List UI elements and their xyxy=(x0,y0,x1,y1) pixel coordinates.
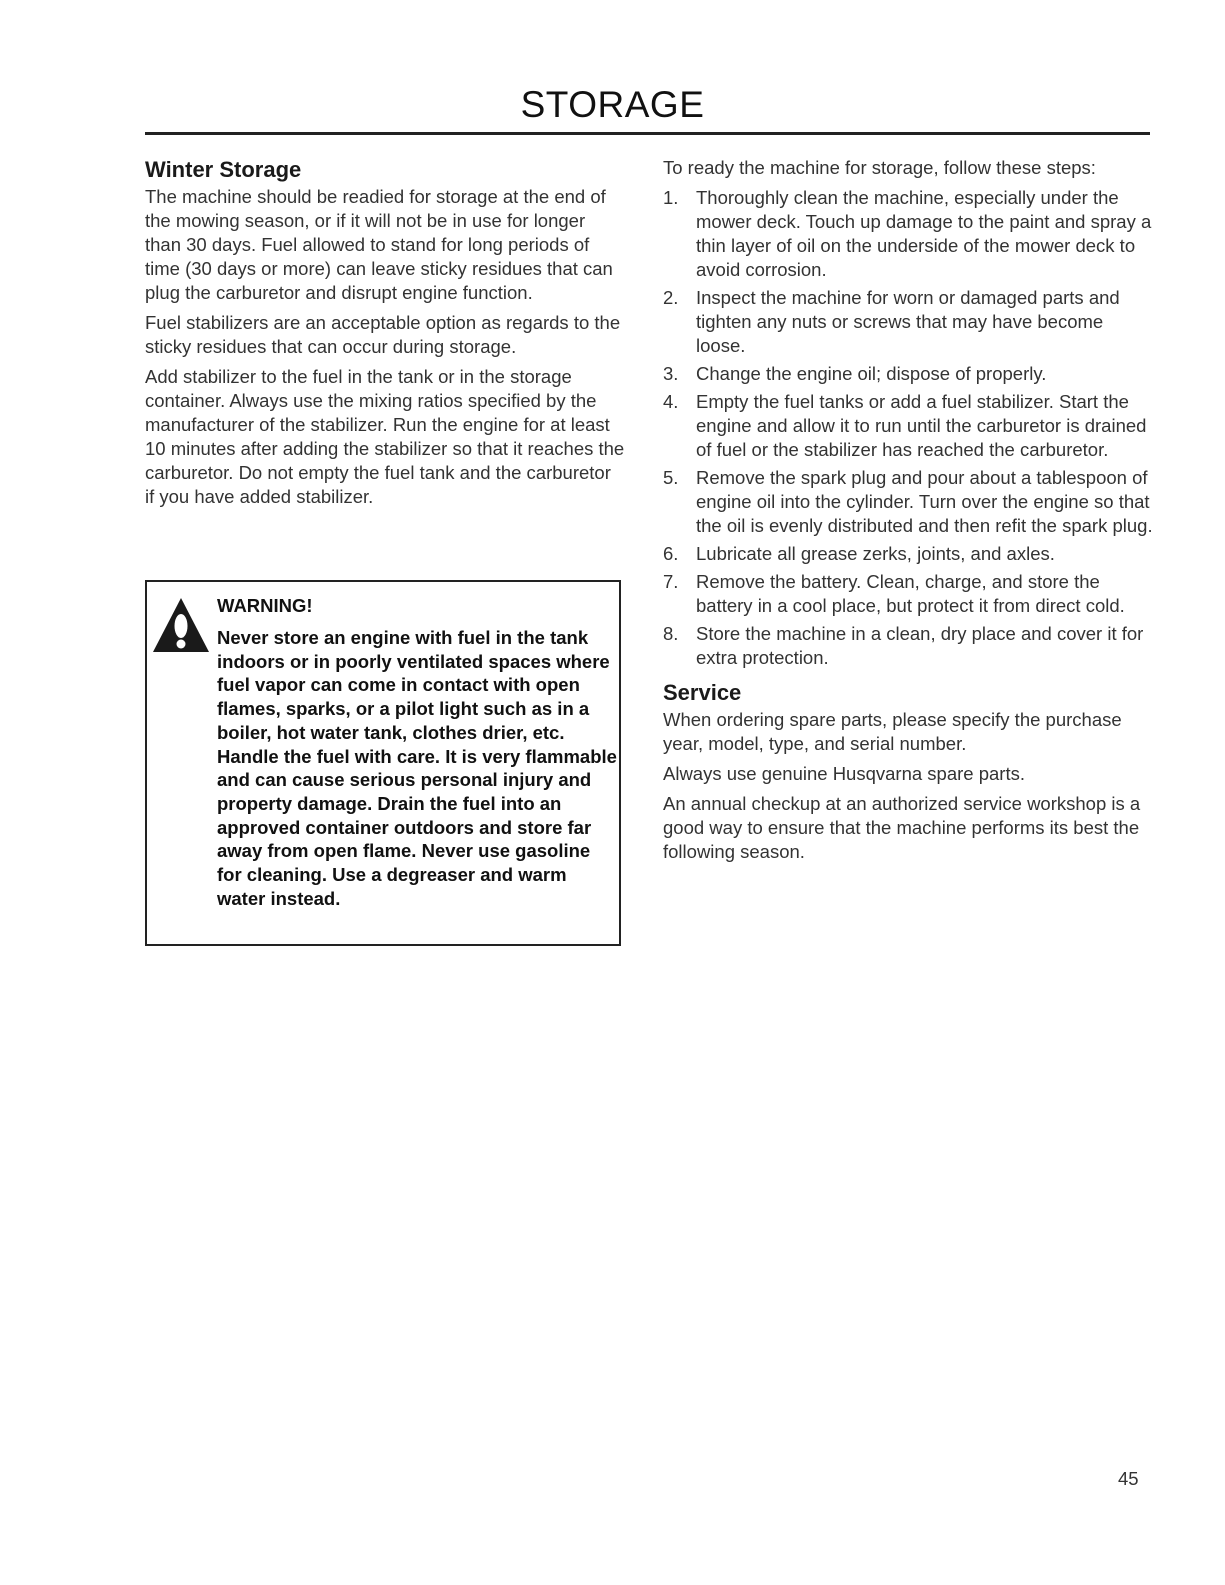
step-text: Empty the fuel tanks or add a fuel stabilizer. Start the engine and allow it to run until the carburetor is drained of fuel or the stabilizer has reached the carburetor. xyxy=(696,391,1147,460)
warning-triangle-icon xyxy=(151,596,211,654)
service-paragraph: Always use genuine Husqvarna spare parts. xyxy=(663,763,1025,784)
right-column xyxy=(663,156,1153,870)
step-text: Store the machine in a clean, dry place and cover it for extra protection. xyxy=(696,623,1144,668)
list-item xyxy=(663,362,1153,386)
title-rule xyxy=(145,132,1150,135)
step-number: 3. xyxy=(663,363,679,384)
steps-intro: To ready the machine for storage, follow these steps: xyxy=(663,157,1096,178)
step-text: Thoroughly clean the machine, especially under the mower deck. Touch up damage to the paint and spray a thin layer of oil on the underside of the mower deck to avoid corrosion. xyxy=(696,187,1152,280)
step-number: 2. xyxy=(663,287,679,308)
warning-title: WARNING! xyxy=(217,595,313,616)
storage-steps-list xyxy=(663,186,1153,670)
list-item xyxy=(663,390,1153,462)
winter-storage-paragraph: The machine should be readied for storage at the end of the mowing season, or if it will not be in use for longer than 30 days. Fuel allowed to stand for long periods of time (30 days or more) can leave sticky residues that can plug the carburetor and disrupt engine function. xyxy=(145,186,613,303)
step-number: 7. xyxy=(663,571,679,592)
step-text: Lubricate all grease zerks, joints, and axles. xyxy=(696,543,1055,564)
step-number: 5. xyxy=(663,467,679,488)
warning-body: Never store an engine with fuel in the tank indoors or in poorly ventilated spaces where fuel vapor can come in contact with open flames, sparks, or a pilot light such as in a boiler, hot water tank, clothes drier, etc. Handle the fuel with care. It is very flammable and can cause serious personal injury and property damage. Drain the fuel into an approved container outdoors and store far away from open flame. Never use gasoline for cleaning. Use a degreaser and warm water instead. xyxy=(217,627,617,909)
list-item xyxy=(663,542,1153,566)
service-paragraph: An annual checkup at an authorized service workshop is a good way to ensure that the machine performs its best the following season. xyxy=(663,793,1141,862)
list-item xyxy=(663,466,1153,538)
service-heading: Service xyxy=(663,680,742,705)
service-paragraph: When ordering spare parts, please specify the purchase year, model, type, and serial number. xyxy=(663,709,1122,754)
page-title: STORAGE xyxy=(520,84,705,125)
step-number: 6. xyxy=(663,543,679,564)
step-text: Change the engine oil; dispose of properly. xyxy=(696,363,1047,384)
step-number: 8. xyxy=(663,623,679,644)
step-text: Remove the spark plug and pour about a tablespoon of engine oil into the cylinder. Turn over the engine so that the oil is evenly distributed and then refit the spark plug. xyxy=(696,467,1153,536)
warning-box xyxy=(145,580,621,946)
step-text: Remove the battery. Clean, charge, and store the battery in a cool place, but protect it from direct cold. xyxy=(696,571,1125,616)
list-item xyxy=(663,186,1153,282)
page-number: 45 xyxy=(1118,1468,1139,1489)
step-text: Inspect the machine for worn or damaged parts and tighten any nuts or screws that may have become loose. xyxy=(696,287,1120,356)
winter-storage-paragraph: Add stabilizer to the fuel in the tank or in the storage container. Always use the mixing ratios specified by the manufacturer of the stabilizer. Run the engine for at least 10 minutes after adding the stabilizer so that it reaches the carburetor. Do not empty the fuel tank and the carburetor if you have added stabilizer. xyxy=(145,366,625,507)
list-item xyxy=(663,622,1153,670)
winter-storage-paragraph: Fuel stabilizers are an acceptable option as regards to the sticky residues that can occur during storage. xyxy=(145,312,621,357)
list-item xyxy=(663,286,1153,358)
list-item xyxy=(663,570,1153,618)
warning-text xyxy=(217,594,617,910)
left-column xyxy=(145,157,625,515)
step-number: 4. xyxy=(663,391,679,412)
winter-storage-heading: Winter Storage xyxy=(145,157,302,182)
step-number: 1. xyxy=(663,187,679,208)
